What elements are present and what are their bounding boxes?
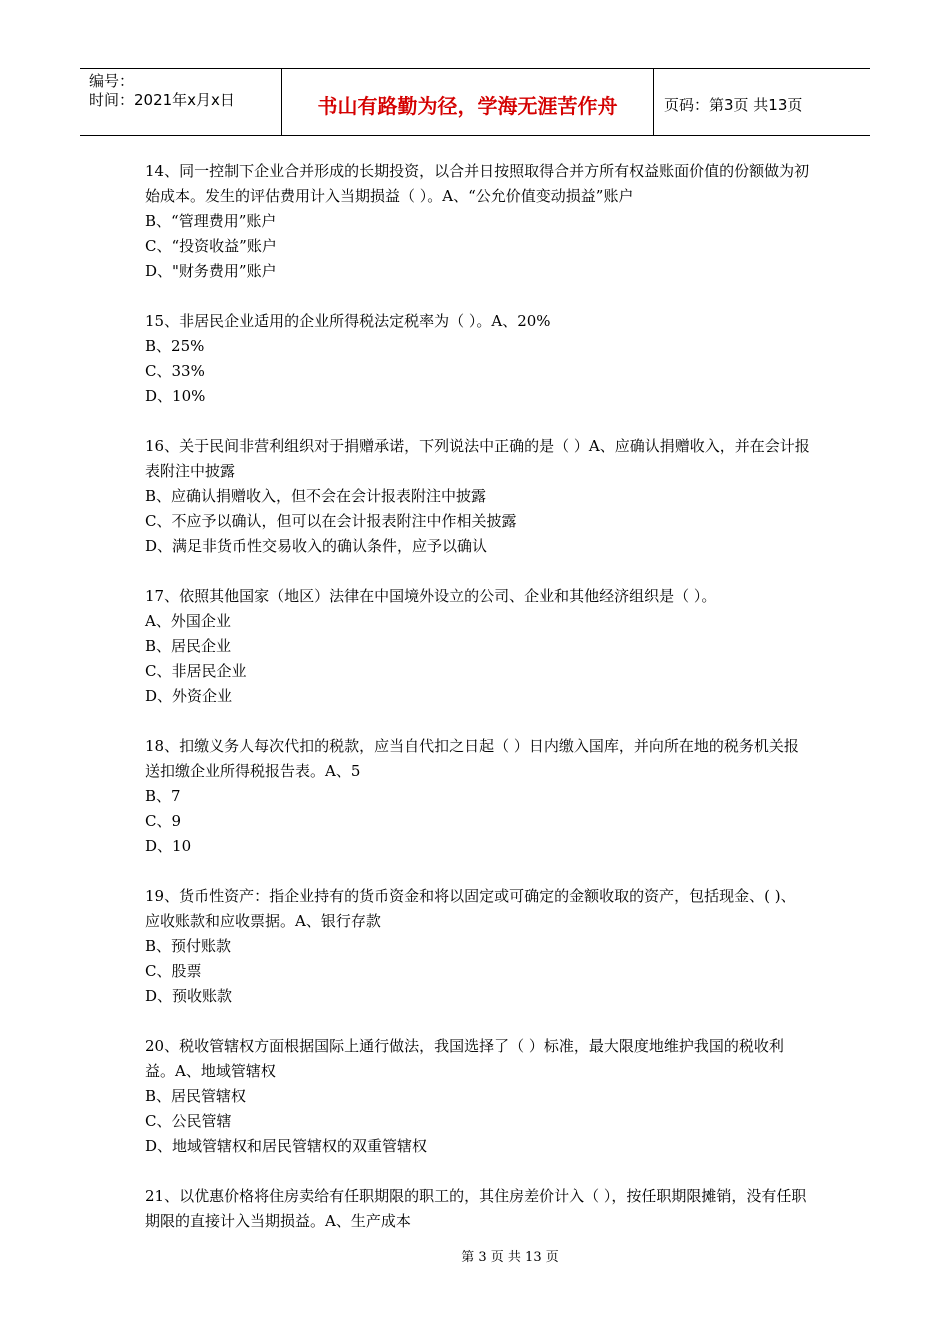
question-text: 17、依照其他国家（地区）法律在中国境外设立的公司、企业和其他经济组织是（ ）。	[145, 587, 717, 605]
question-16	[145, 434, 810, 559]
option-c: C、9	[145, 812, 182, 830]
question-21	[145, 1184, 810, 1234]
option-c: C、33%	[145, 362, 205, 380]
option-b: B、应确认捐赠收入，但不会在会计报表附注中披露	[145, 487, 487, 505]
option-b: B、居民管辖权	[145, 1087, 247, 1105]
option-b: B、25%	[145, 337, 205, 355]
question-text: 20、税收管辖权方面根据国际上通行做法，我国选择了（ ）标准，最大限度地维护我国的税收利益。A、地域管辖权	[145, 1037, 784, 1080]
option-c: C、非居民企业	[145, 662, 247, 680]
question-text: 15、非居民企业适用的企业所得税法定税率为（ ）。A、20%	[145, 312, 551, 330]
header-page-number: 页码：第3页 共13页	[664, 95, 803, 114]
question-20	[145, 1034, 810, 1159]
question-text: 14、同一控制下企业合并形成的长期投资，以合并日按照取得合并方所有权益账面价值的份额做为初始成本。发生的评估费用计入当期损益（ ）。A、“公允价值变动损益”账户	[145, 162, 810, 205]
document-number: 编号：	[89, 72, 135, 90]
question-19	[145, 884, 810, 1009]
option-b: B、预付账款	[145, 937, 232, 955]
question-text: 21、以优惠价格将住房卖给有任职期限的职工的，其住房差价计入（ ），按任职期限摊销，没有任职期限的直接计入当期损益。A、生产成本	[145, 1187, 807, 1230]
question-15	[145, 309, 810, 409]
option-d: D、外资企业	[145, 687, 233, 705]
page-header	[80, 68, 870, 136]
option-d: D、地域管辖权和居民管辖权的双重管辖权	[145, 1137, 428, 1155]
question-14	[145, 159, 810, 284]
page-footer: 第 3 页 共 13 页	[461, 1250, 559, 1265]
header-meta	[80, 69, 282, 135]
option-b: B、居民企业	[145, 637, 232, 655]
option-c: C、不应予以确认，但可以在会计报表附注中作相关披露	[145, 512, 517, 530]
question-17	[145, 584, 810, 709]
question-text: 19、货币性资产：指企业持有的货币资金和将以固定或可确定的金额收取的资产，包括现金、( )、应收账款和应收票据。A、银行存款	[145, 887, 796, 930]
option-d: D、10	[145, 837, 192, 855]
question-18	[145, 734, 810, 859]
option-d: D、10%	[145, 387, 206, 405]
document-date: 时间：2021年x月x日	[89, 91, 235, 109]
option-d: D、满足非货币性交易收入的确认条件，应予以确认	[145, 537, 488, 555]
option-a: A、外国企业	[145, 612, 231, 630]
option-c: C、公民管辖	[145, 1112, 232, 1130]
question-list	[145, 159, 810, 1259]
header-motto: 书山有路勤为径，学海无涯苦作舟	[282, 69, 654, 135]
option-d: D、预收账款	[145, 987, 233, 1005]
option-d: D、"财务费用”账户	[145, 262, 277, 280]
option-b: B、“管理费用”账户	[145, 212, 277, 230]
question-text: 16、关于民间非营利组织对于捐赠承诺，下列说法中正确的是（ ）A、应确认捐赠收入，并在会计报表附注中披露	[145, 437, 810, 480]
option-b: B、7	[145, 787, 181, 805]
question-text: 18、扣缴义务人每次代扣的税款，应当自代扣之日起（ ）日内缴入国库，并向所在地的税务机关报送扣缴企业所得税报告表。A、5	[145, 737, 799, 780]
option-c: C、股票	[145, 962, 202, 980]
option-c: C、“投资收益”账户	[145, 237, 277, 255]
